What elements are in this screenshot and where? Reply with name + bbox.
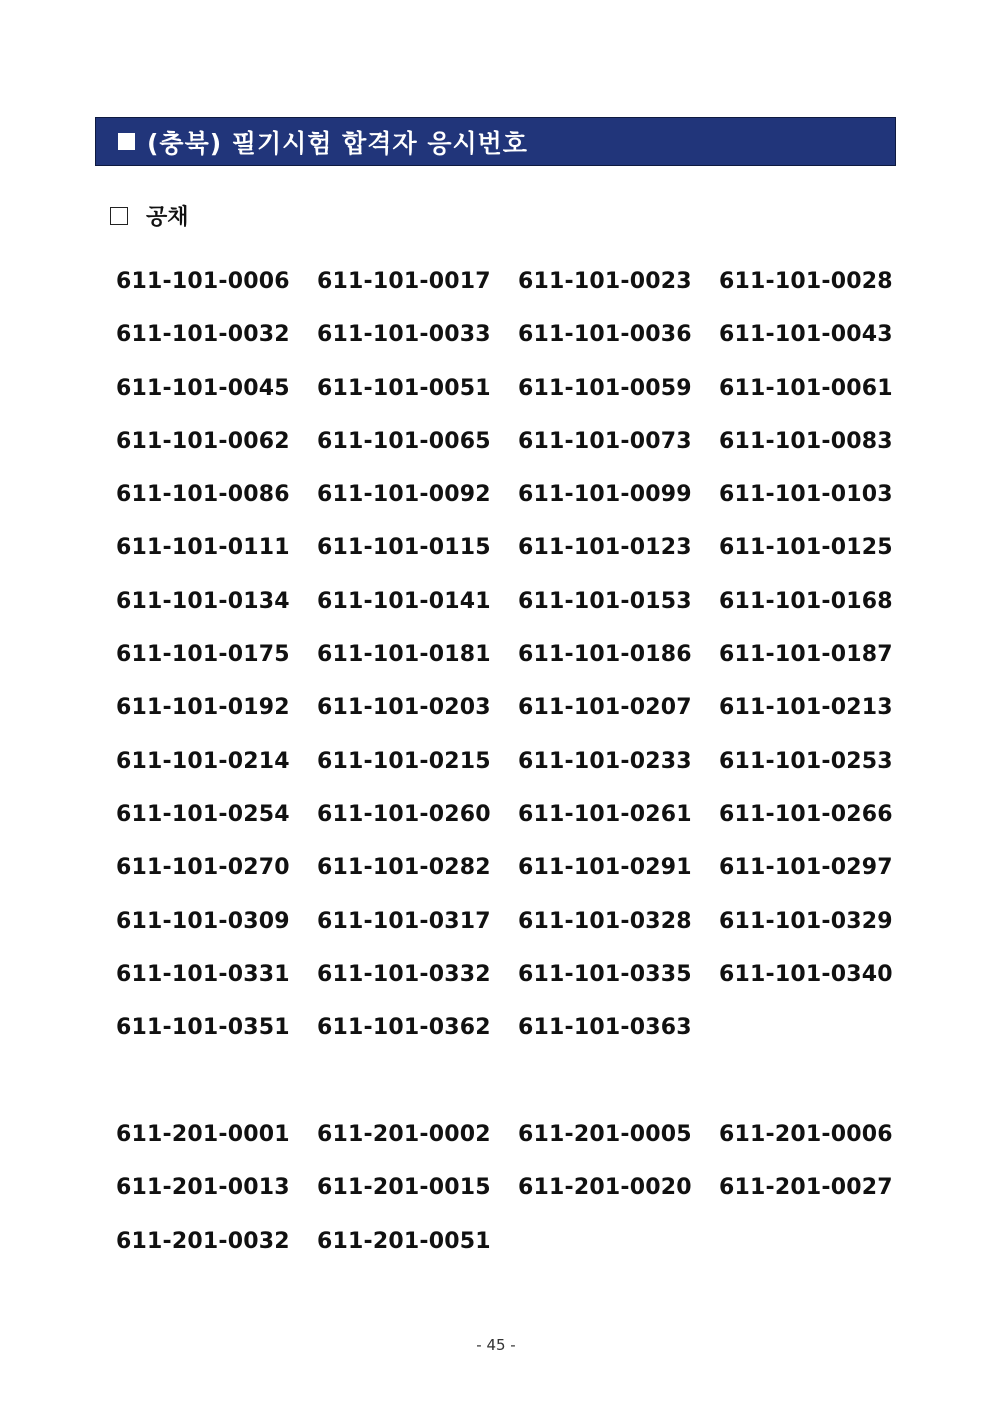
exam-number: 611-101-0331: [116, 961, 290, 987]
exam-number: 611-101-0253: [719, 748, 893, 774]
exam-number: 611-101-0023: [518, 269, 692, 294]
exam-number: 611-101-0059: [518, 375, 692, 401]
section-title-bar: [95, 117, 896, 166]
exam-number: 611-101-0032: [116, 322, 290, 348]
exam-number: 611-101-0362: [317, 1015, 491, 1041]
exam-number: 611-201-0001: [116, 1122, 290, 1147]
exam-number: 611-101-0186: [518, 642, 692, 668]
exam-number: 611-101-0213: [719, 695, 893, 721]
exam-number: 611-101-0017: [317, 269, 491, 294]
exam-number: 611-101-0214: [116, 748, 290, 774]
exam-number: 611-101-0125: [719, 535, 893, 561]
exam-number: 611-101-0270: [116, 855, 290, 881]
exam-number: 611-101-0328: [518, 908, 692, 934]
exam-number: 611-101-0254: [116, 801, 290, 827]
exam-number: 611-101-0028: [719, 269, 893, 294]
exam-number: 611-101-0083: [719, 428, 893, 454]
exam-number: 611-101-0181: [317, 642, 491, 668]
exam-number: 611-101-0092: [317, 482, 491, 508]
exam-number: 611-101-0260: [317, 801, 491, 827]
exam-number: 611-101-0168: [719, 588, 893, 614]
exam-number: 611-101-0065: [317, 428, 491, 454]
exam-number: 611-101-0363: [518, 1015, 692, 1041]
exam-number: 611-101-0033: [317, 322, 491, 348]
exam-number: 611-101-0099: [518, 482, 692, 508]
exam-number: 611-101-0215: [317, 748, 491, 774]
exam-number: 611-101-0061: [719, 375, 893, 401]
page-number: - 45 -: [476, 1336, 516, 1354]
exam-number: 611-101-0340: [719, 961, 893, 987]
exam-number: 611-101-0134: [116, 588, 290, 614]
exam-number: 611-101-0175: [116, 642, 290, 668]
exam-number: 611-101-0332: [317, 961, 491, 987]
exam-number: 611-101-0309: [116, 908, 290, 934]
exam-number: 611-101-0233: [518, 748, 692, 774]
exam-number: 611-101-0297: [719, 855, 893, 881]
exam-number: 611-201-0051: [317, 1228, 491, 1254]
exam-number: 611-101-0045: [116, 375, 290, 401]
filled-square-icon: [118, 133, 135, 150]
exam-number: 611-101-0351: [116, 1015, 290, 1041]
subsection-heading: [110, 200, 189, 231]
exam-number: 611-101-0266: [719, 801, 893, 827]
exam-number: 611-101-0207: [518, 695, 692, 721]
exam-number: 611-101-0153: [518, 588, 692, 614]
exam-number: 611-101-0051: [317, 375, 491, 401]
page-title: (충북) 필기시험 합격자 응시번호: [147, 128, 528, 158]
exam-number: 611-201-0002: [317, 1122, 491, 1147]
exam-number: 611-101-0036: [518, 322, 692, 348]
exam-number-list-101: [116, 262, 920, 1061]
exam-number: 611-101-0335: [518, 961, 692, 987]
exam-number: 611-101-0282: [317, 855, 491, 881]
exam-number: 611-201-0005: [518, 1122, 692, 1147]
exam-number: 611-101-0141: [317, 588, 491, 614]
exam-number-list-201: [116, 1115, 920, 1275]
exam-number: 611-101-0103: [719, 482, 893, 508]
exam-number: 611-101-0086: [116, 482, 290, 508]
exam-number: 611-201-0020: [518, 1175, 692, 1201]
exam-number: 611-101-0261: [518, 801, 692, 827]
exam-number: 611-101-0006: [116, 269, 290, 294]
exam-number: 611-101-0062: [116, 428, 290, 454]
exam-number: 611-201-0015: [317, 1175, 491, 1201]
exam-number: 611-101-0073: [518, 428, 692, 454]
exam-number: 611-101-0187: [719, 642, 893, 668]
exam-number: 611-101-0043: [719, 322, 893, 348]
exam-number: 611-201-0013: [116, 1175, 290, 1201]
exam-number: 611-101-0317: [317, 908, 491, 934]
empty-square-icon: [110, 207, 128, 225]
exam-number: 611-201-0032: [116, 1228, 290, 1254]
exam-number: 611-101-0123: [518, 535, 692, 561]
exam-number: 611-201-0027: [719, 1175, 893, 1201]
exam-number: 611-101-0329: [719, 908, 893, 934]
subsection-label: 공채: [146, 205, 189, 230]
exam-number: 611-101-0291: [518, 855, 692, 881]
exam-number: 611-101-0115: [317, 535, 491, 561]
exam-number: 611-101-0192: [116, 695, 290, 721]
exam-number: 611-201-0006: [719, 1122, 893, 1147]
exam-number: 611-101-0111: [116, 535, 290, 561]
exam-number: 611-101-0203: [317, 695, 491, 721]
